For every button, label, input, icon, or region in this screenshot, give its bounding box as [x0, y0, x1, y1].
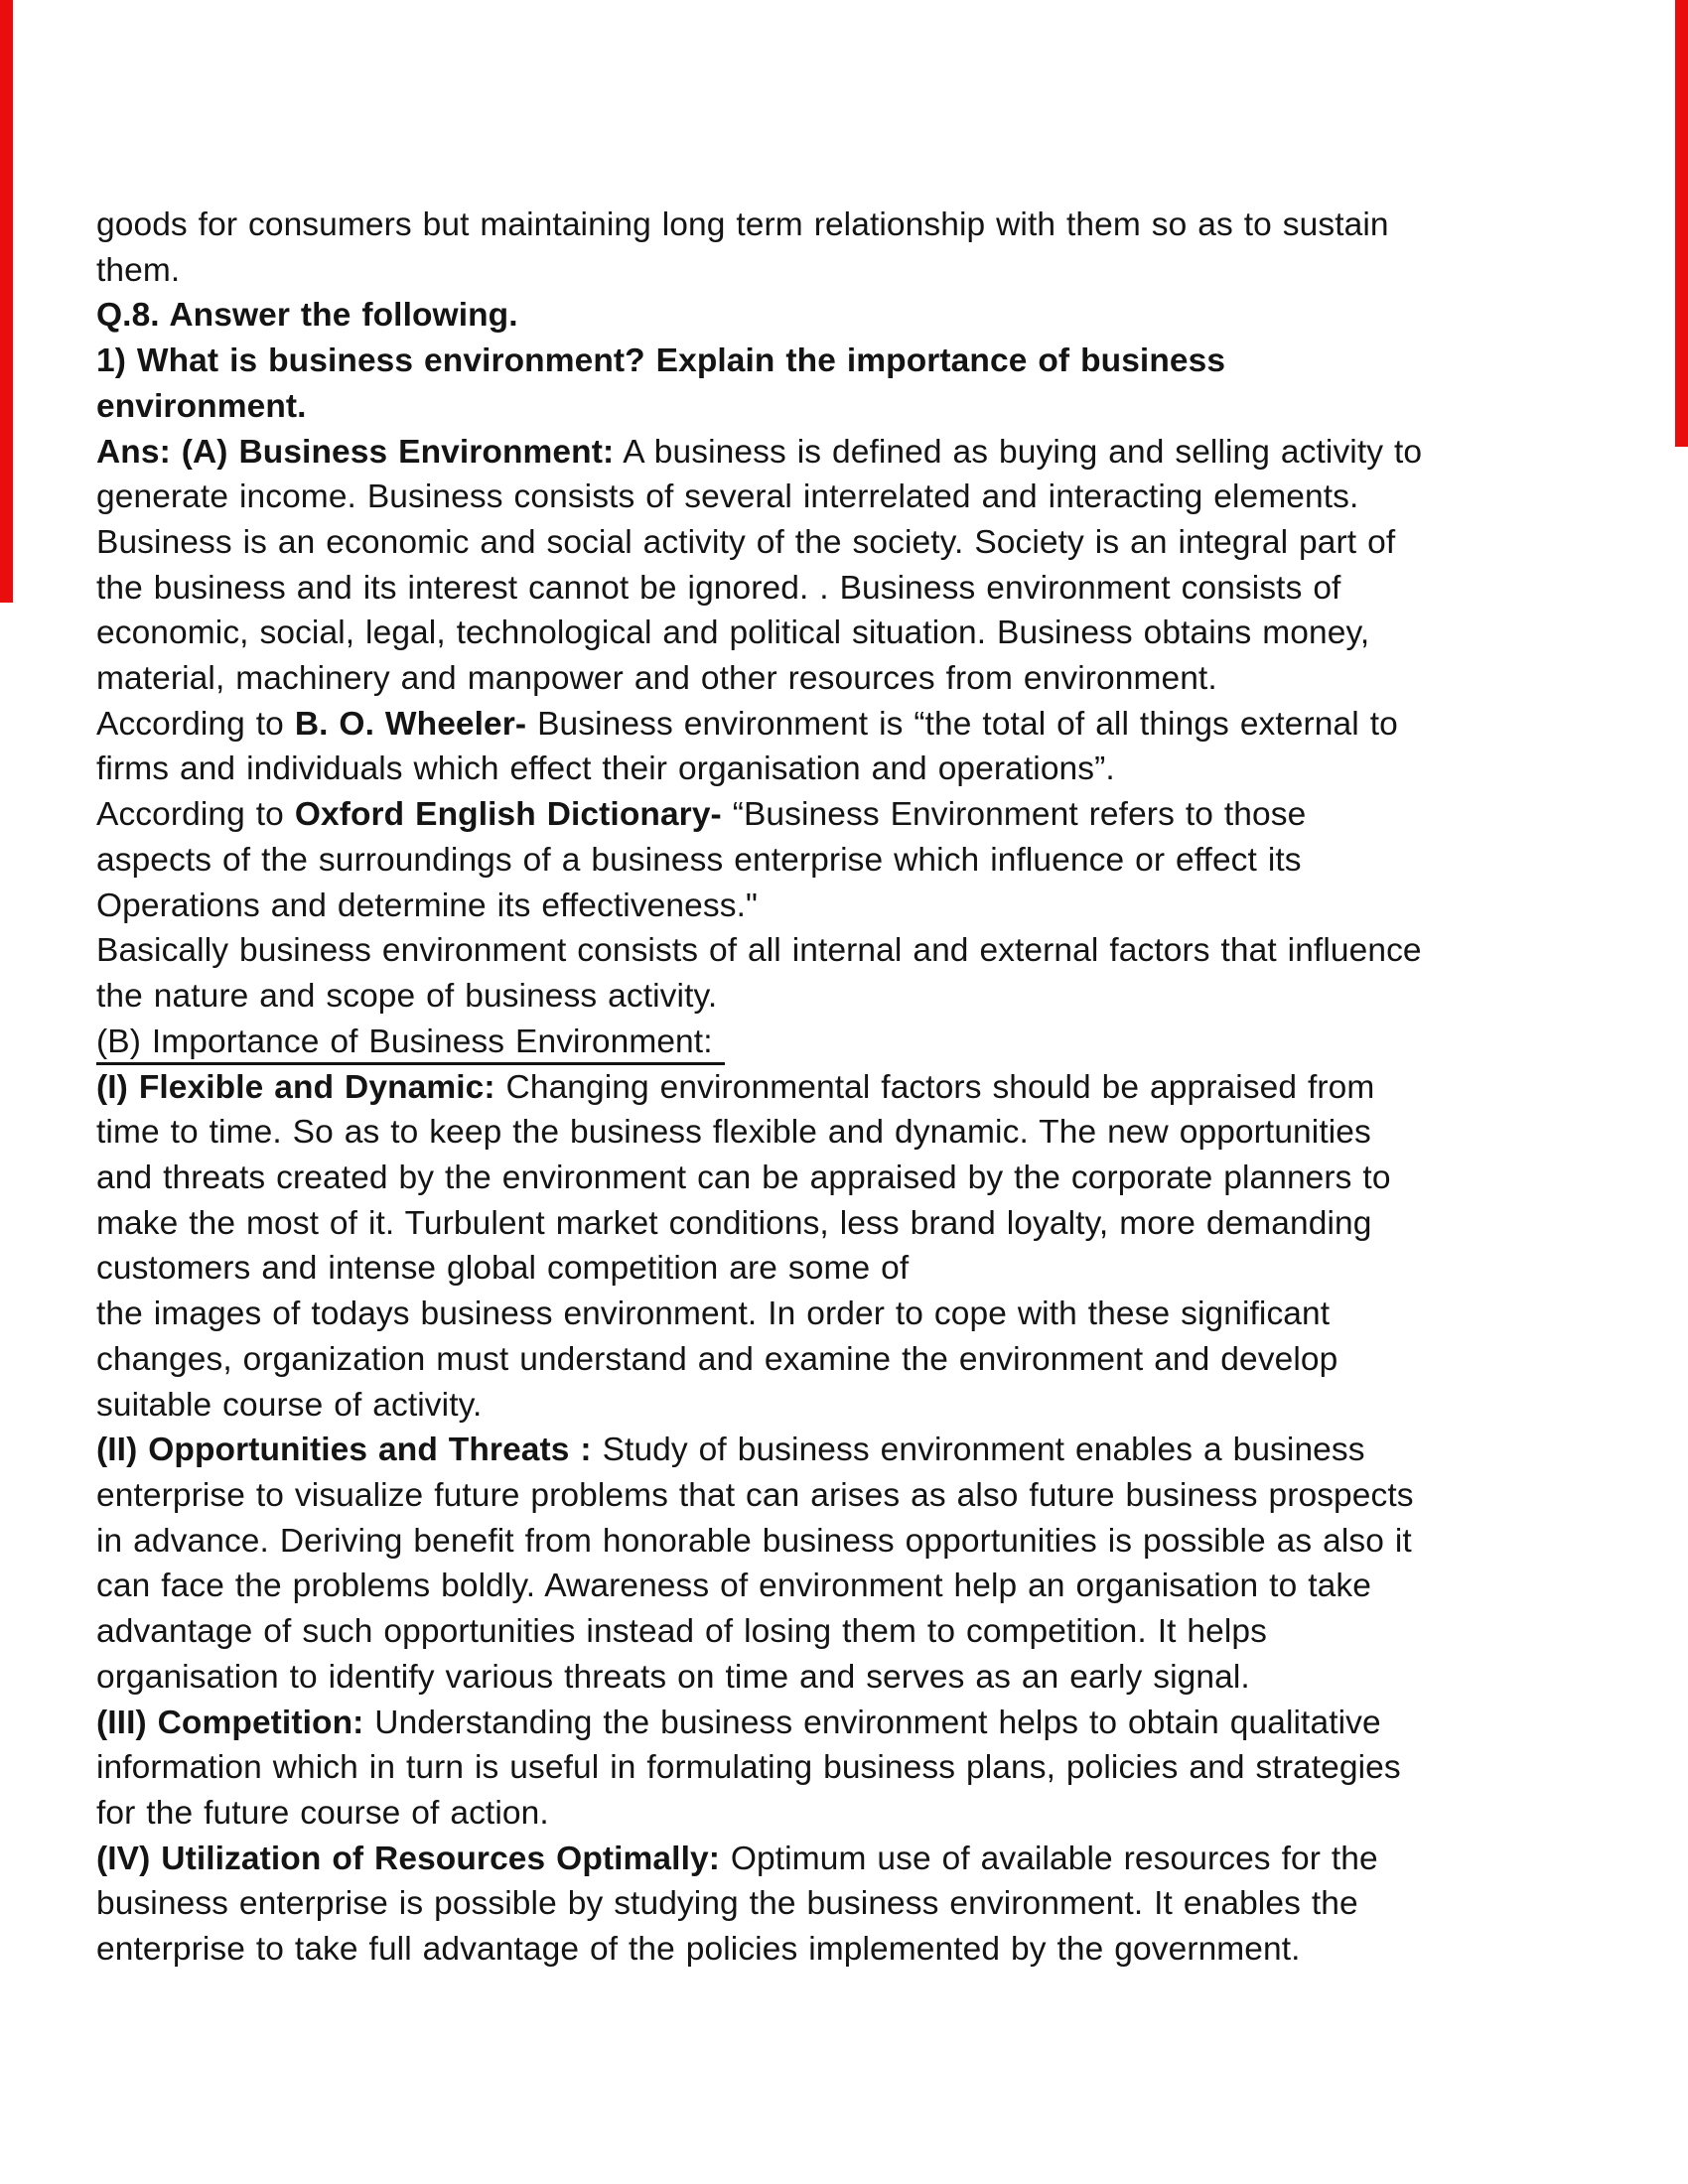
text-line — [96, 1246, 1616, 1292]
text-segment: make the most of it. Turbulent market conditions, less brand loyalty, more demanding — [96, 1204, 1372, 1242]
text-segment: Changing environmental factors should be appraised from — [494, 1068, 1375, 1106]
text-segment: According to — [96, 796, 295, 834]
text-line — [96, 203, 1616, 248]
text-segment: aspects of the surroundings of a business enterprise which influence or effect its — [96, 841, 1302, 879]
left-red-bar — [0, 0, 13, 603]
text-line — [96, 1201, 1616, 1247]
text-segment: According to — [96, 705, 295, 743]
text-segment: enterprise to take full advantage of the policies implemented by the government. — [96, 1931, 1301, 1969]
bold-text-segment: Oxford English Dictionary- — [294, 796, 722, 834]
text-line — [96, 1837, 1616, 1882]
text-segment: A business is defined as buying and selling activity to — [614, 433, 1423, 471]
text-line — [96, 384, 1616, 430]
text-segment: the images of todays business environment. In order to cope with these significant — [96, 1296, 1331, 1333]
bold-text-segment: (II) Opportunities and Threats : — [96, 1432, 592, 1469]
text-line — [96, 1292, 1616, 1337]
text-segment: generate income. Business consists of several interrelated and interacting elements. — [96, 478, 1359, 516]
text-line — [96, 1110, 1616, 1156]
text-segment: for the future course of action. — [96, 1794, 549, 1832]
text-line — [96, 838, 1616, 884]
text-line — [96, 1655, 1616, 1701]
text-line — [96, 611, 1616, 656]
text-segment: Business is an economic and social activity of the society. Society is an integral part of — [96, 523, 1396, 561]
text-segment: material, machinery and manpower and other resources from environment. — [96, 660, 1217, 698]
text-line — [96, 928, 1616, 974]
bold-text-segment: Q.8. Answer the following. — [96, 297, 518, 335]
text-segment: Operations and determine its effectiveness." — [96, 887, 758, 924]
text-line — [96, 1473, 1616, 1519]
text-line — [96, 702, 1616, 748]
text-line — [96, 884, 1616, 929]
text-line — [96, 1881, 1616, 1927]
text-line — [96, 475, 1616, 520]
text-line — [96, 248, 1616, 294]
text-line — [96, 1564, 1616, 1609]
bold-text-segment: (III) Competition: — [96, 1704, 364, 1741]
text-segment: firms and individuals which effect their organisation and operations”. — [96, 751, 1115, 788]
text-line — [96, 566, 1616, 612]
text-segment: time to time. So as to keep the business flexible and dynamic. The new opportunities — [96, 1114, 1371, 1152]
text-segment: business enterprise is possible by studying the business environment. It enables the — [96, 1885, 1358, 1923]
text-segment: Understanding the business environment helps to obtain qualitative — [363, 1704, 1381, 1741]
text-line — [96, 430, 1616, 476]
text-segment: enterprise to visualize future problems that can arises as also future business prospects — [96, 1476, 1414, 1514]
underlined-heading: (B) Importance of Business Environment: — [96, 1023, 725, 1065]
text-line — [96, 1927, 1616, 1973]
bold-text-segment: 1) What is business environment? Explain the importance of business — [96, 342, 1226, 380]
bold-text-segment: Ans: (A) Business Environment: — [96, 433, 615, 471]
bold-text-segment: (IV) Utilization of Resources Optimally: — [96, 1840, 720, 1877]
text-segment: in advance. Deriving benefit from honorable business opportunities is possible as also it — [96, 1522, 1412, 1560]
text-segment: goods for consumers but maintaining long term relationship with them so as to sustain — [96, 206, 1389, 243]
text-line — [96, 339, 1616, 384]
text-line — [96, 974, 1616, 1020]
text-segment: Optimum use of available resources for the — [719, 1840, 1378, 1877]
right-red-bar — [1675, 0, 1688, 447]
bold-text-segment: (I) Flexible and Dynamic: — [96, 1068, 495, 1106]
bold-text-segment: environment. — [96, 387, 307, 425]
text-line — [96, 1020, 1616, 1065]
text-segment: Business environment is “the total of all things external to — [526, 705, 1398, 743]
text-segment: advantage of such opportunities instead of losing them to competition. It helps — [96, 1613, 1268, 1651]
text-segment: customers and intense global competition are some of — [96, 1250, 910, 1288]
text-segment: economic, social, legal, technological and political situation. Business obtains money, — [96, 614, 1370, 652]
text-segment: Study of business environment enables a business — [591, 1432, 1365, 1469]
text-line — [96, 792, 1616, 838]
text-segment: the business and its interest cannot be ignored. . Business environment consists of — [96, 569, 1341, 607]
text-line — [96, 293, 1616, 339]
text-line — [96, 1519, 1616, 1565]
text-line — [96, 1065, 1616, 1111]
text-segment: organisation to identify various threats on time and serves as an early signal. — [96, 1658, 1250, 1696]
text-segment: the nature and scope of business activity. — [96, 977, 718, 1015]
text-line — [96, 747, 1616, 792]
text-line — [96, 1745, 1616, 1791]
text-segment: information which in turn is useful in formulating business plans, policies and strategies — [96, 1749, 1401, 1787]
text-segment: changes, organization must understand and examine the environment and develop — [96, 1340, 1338, 1378]
text-line — [96, 1791, 1616, 1837]
text-segment: and threats created by the environment can be appraised by the corporate planners to — [96, 1160, 1391, 1197]
text-segment: “Business Environment refers to those — [721, 796, 1307, 834]
text-line — [96, 1428, 1616, 1473]
text-line — [96, 1156, 1616, 1201]
text-line — [96, 1337, 1616, 1383]
bold-text-segment: B. O. Wheeler- — [294, 705, 527, 743]
text-segment: can face the problems boldly. Awareness of environment help an organisation to take — [96, 1568, 1371, 1605]
text-line — [96, 1609, 1616, 1655]
text-line — [96, 1383, 1616, 1429]
text-line — [96, 656, 1616, 702]
text-segment: suitable course of activity. — [96, 1386, 483, 1424]
text-line — [96, 520, 1616, 566]
text-segment: them. — [96, 251, 181, 289]
document-body — [96, 203, 1616, 1973]
text-segment: Basically business environment consists of all internal and external factors that influence — [96, 932, 1422, 970]
text-line — [96, 1701, 1616, 1746]
